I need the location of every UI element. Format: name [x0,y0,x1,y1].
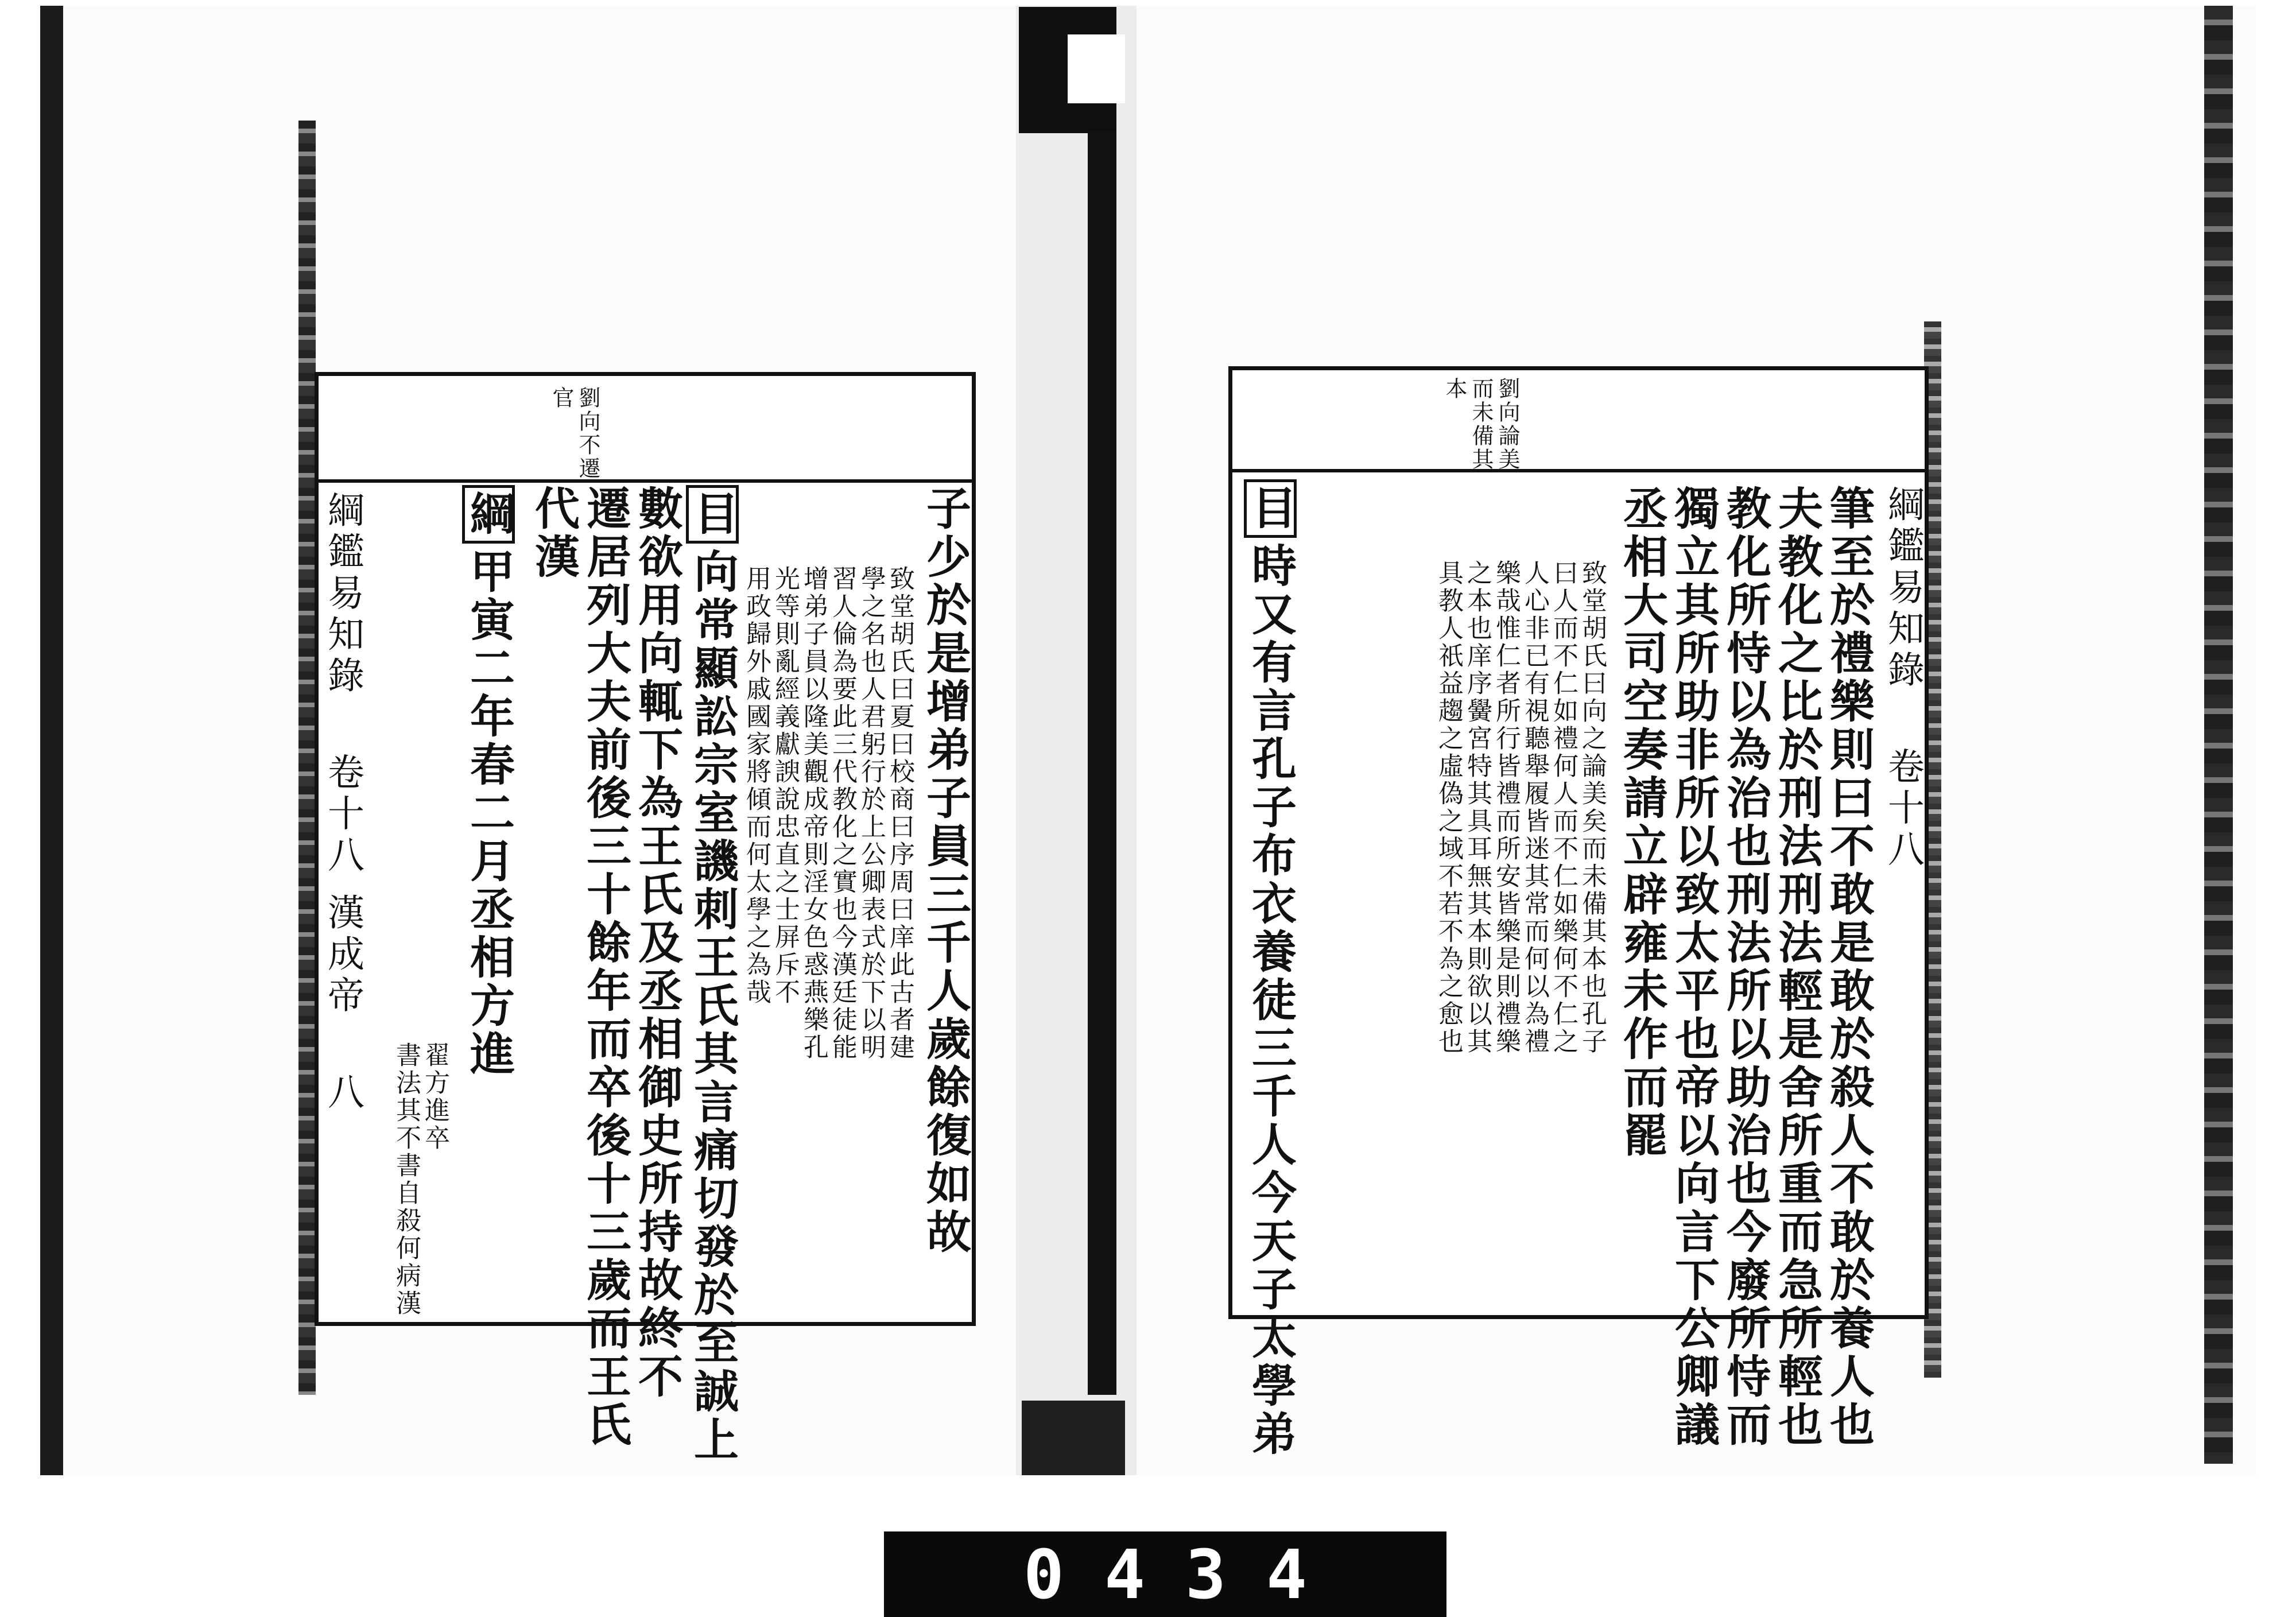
left-col-14: 書法其不書自殺何病漢 [391,1042,421,1317]
left-side-title [321,491,364,1114]
left-header-band [319,376,972,483]
right-col-7: 曰人而不仁如禮何人而不仁如樂何不仁之 [1549,560,1578,1056]
left-book-edge [298,121,316,1395]
right-page [1228,366,1929,1459]
right-col-5: 丞相大司空奏請立辟雍未作而罷 [1616,485,1668,1160]
book-spine [1088,132,1116,1395]
left-col-12 [462,485,515,1079]
right-col-3: 教化所恃以為治也刑法所以助治也今廢所恃而 [1719,485,1771,1449]
left-margin-note-1: 劉向不遷 [575,386,600,480]
right-col-1: 筆至於禮樂則曰不敢是敢於殺人不敢於養人也 [1822,485,1875,1449]
right-col-12 [1244,479,1297,1459]
right-header-band [1232,370,1925,472]
left-col-1: 子少於是增弟子員三千人歲餘復如故 [919,485,971,1257]
left-col-3: 學之名也人君躬行於上公卿表式於下以明 [856,565,886,1061]
left-col-8-text: 向常顯訟宗室譏刺王氏其言痛切發於至誠上 [687,548,739,1464]
left-col-2: 致堂胡氏曰夏曰校商曰序周曰庠此古者建 [885,565,914,1061]
gutter-highlight [1068,34,1125,103]
left-col-11: 代漢 [528,485,580,581]
reel-number: 0434 [1023,1534,1348,1614]
left-col-10: 遷居列大夫前後三十餘年而卒後十三歲而王氏 [579,485,631,1449]
gang-tag: 綱 [462,485,515,544]
right-col-11: 具教人祇益趨之虛偽之域不若不為之愈也 [1434,560,1463,1056]
mu-tag: 目 [686,485,739,544]
right-margin-note-3: 本 [1442,377,1467,401]
mu-tag-right: 目 [1244,479,1297,538]
gutter-shadow-bottom [1022,1401,1125,1475]
right-col-12-text: 時又有言孔子布衣養徒三千人今天子太學弟 [1244,542,1297,1459]
right-side-title [1882,485,1924,871]
scan-left-edge [40,6,63,1475]
left-col-6: 光等則亂經義獻諛說忠直之士屏斥不 [770,565,800,1006]
left-col-7: 用政歸外戚國家將傾而何太學之為哉 [742,565,771,1006]
right-col-9: 樂哉惟仁者所行皆禮而所安皆樂是則禮樂 [1491,560,1521,1056]
right-col-4: 獨立其所助非所以致太平也帝以向言下公卿議 [1667,485,1720,1449]
left-col-5: 增弟子員以隆美觀成帝則淫女色惑燕樂孔 [799,565,828,1061]
left-col-8 [686,485,739,1464]
left-margin-note-2: 官 [549,386,574,410]
right-book-title: 綱鑑易知錄 [1882,485,1924,692]
left-col-12-text: 甲寅二年春二月丞相方進 [463,548,515,1079]
left-folio: 八 [321,1072,364,1114]
scan-right-edge [2204,6,2233,1464]
book-gutter [1016,6,1137,1475]
right-volume: 卷十八 [1882,747,1924,871]
right-col-10: 之本也庠序黌宮特其具耳無其本則欲以其 [1463,560,1492,1056]
right-margin-note-1: 劉向論美 [1495,377,1520,471]
left-volume: 卷十八 [321,753,364,877]
right-col-6: 致堂胡氏曰向之論美矣而未備其本也孔子 [1577,560,1607,1056]
left-col-13: 翟方進卒 [420,1042,449,1152]
left-page [315,372,976,1464]
left-col-4: 習人倫為要此三代教化之實也今漢廷徒能 [828,565,857,1061]
right-col-2: 夫教化之比於刑法刑法輕是舍所重而急所輕也 [1771,485,1823,1449]
left-book-title: 綱鑑易知錄 [321,491,364,697]
reel-number-plate [884,1531,1446,1617]
right-margin-note-2: 而未備其 [1468,377,1494,471]
left-dynasty: 漢成帝 [321,893,364,1018]
right-col-8: 人心非已有視聽舉履皆迷其常而何以為禮 [1520,560,1549,1056]
left-col-9: 數欲用向輒下為王氏及丞相御史所持故終不 [631,485,683,1401]
